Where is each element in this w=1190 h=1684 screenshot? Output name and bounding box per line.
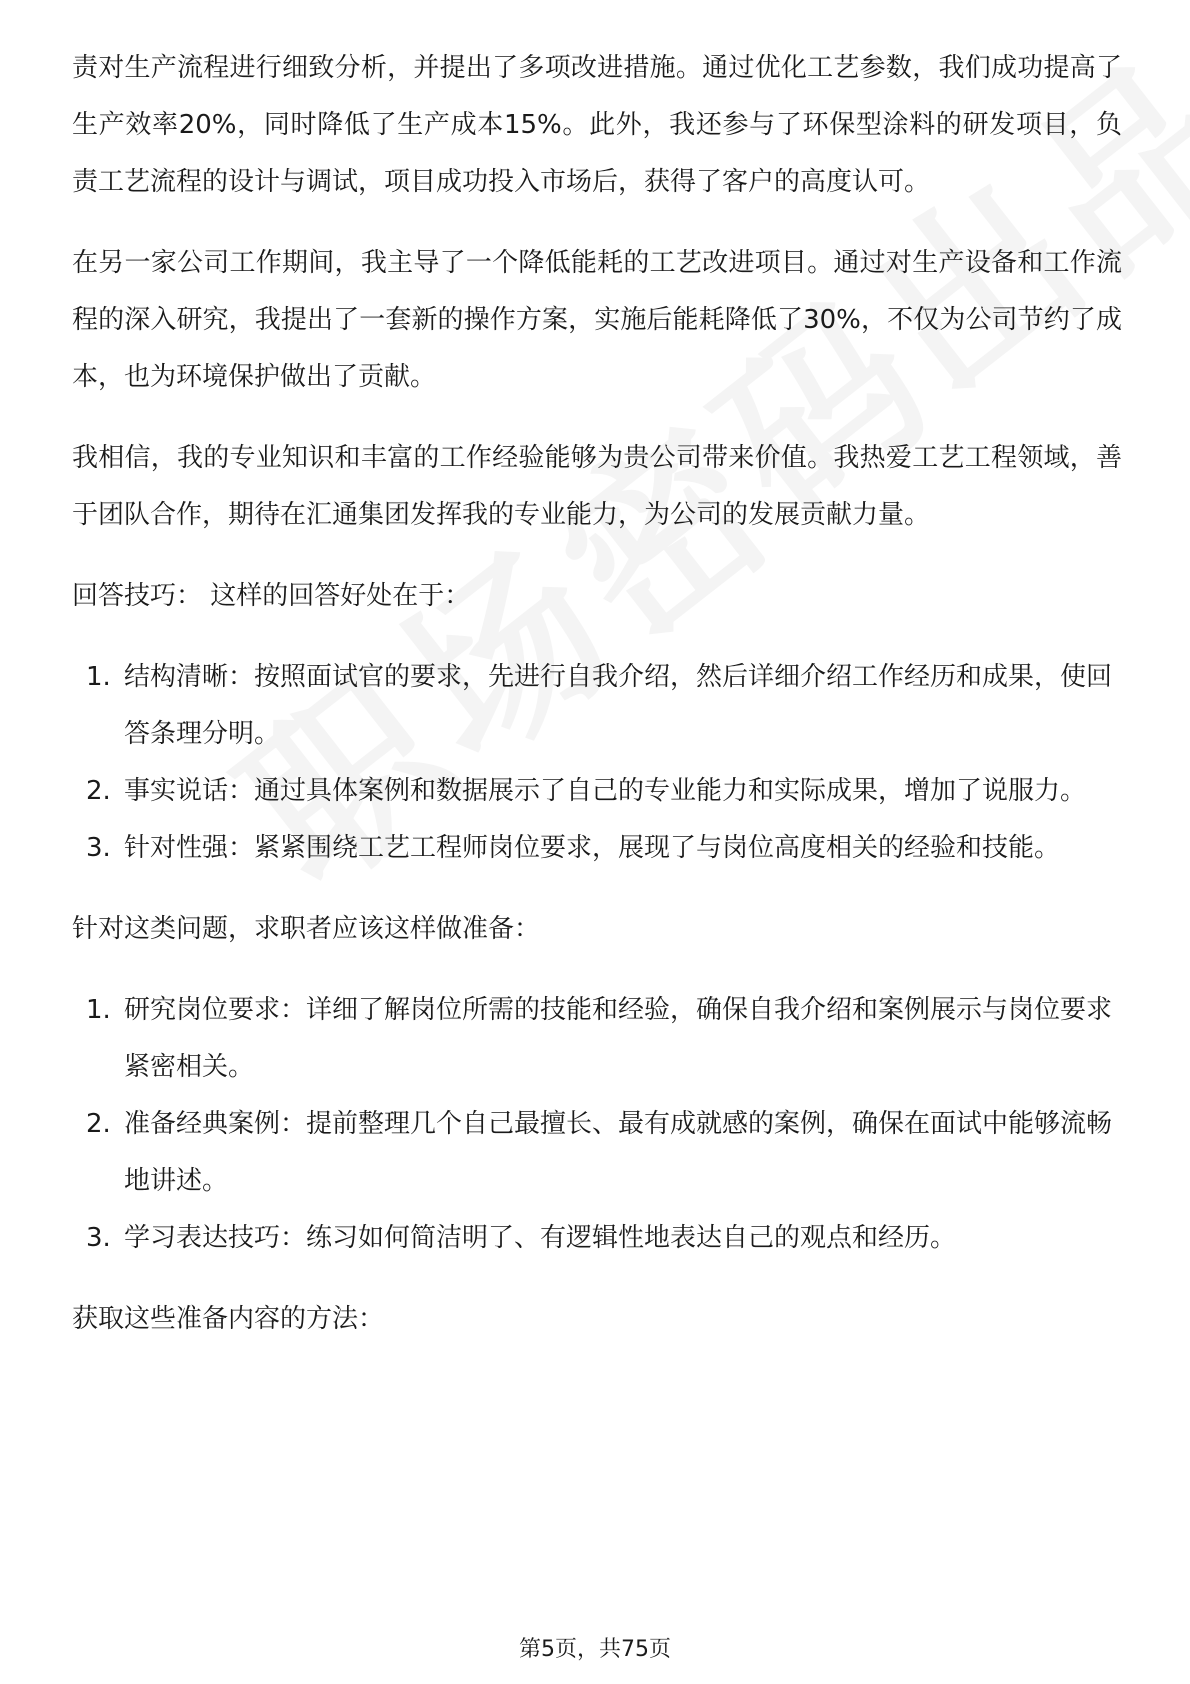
list-number: 3. [86, 833, 111, 863]
paragraph-value-statement: 我相信，我的专业知识和丰富的工作经验能够为贵公司带来价值。我热爱工艺工程领域，善于团队合作，期待在汇通集团发挥我的专业能力，为公司的发展贡献力量。 [72, 443, 1122, 530]
list-item-text: 结构清晰：按照面试官的要求，先进行自我介绍，然后详细介绍工作经历和成果，使回答条理分明。 [124, 662, 1113, 749]
preparation-list [72, 982, 1122, 1267]
paragraph-work-results: 责对生产流程进行细致分析，并提出了多项改进措施。通过优化工艺参数，我们成功提高了生产效率20%，同时降低了生产成本15%。此外，我还参与了环保型涂料的研发项目，负责工艺流程的设计与调试，项目成功投入市场后，获得了客户的高度认可。 [72, 53, 1122, 197]
list-item-text: 学习表达技巧：练习如何简洁明了、有逻辑性地表达自己的观点和经历。 [124, 1223, 957, 1253]
page-number-footer: 第5页，共75页 [519, 1637, 671, 1662]
list-item-text: 准备经典案例：提前整理几个自己最擅长、最有成就感的案例，确保在面试中能够流畅地讲述。 [124, 1109, 1113, 1196]
answer-tips-heading: 回答技巧： 这样的回答好处在于： [72, 581, 471, 611]
closing-heading: 获取这些准备内容的方法： [72, 1304, 385, 1334]
preparation-heading: 针对这类问题，求职者应该这样做准备： [72, 914, 541, 944]
list-item [72, 1096, 1122, 1210]
list-number: 1. [86, 995, 111, 1025]
list-item [72, 820, 1122, 877]
list-item [72, 1210, 1122, 1267]
list-item-text: 针对性强：紧紧围绕工艺工程师岗位要求，展现了与岗位高度相关的经验和技能。 [124, 833, 1061, 863]
list-item [72, 763, 1122, 820]
list-item [72, 649, 1122, 763]
list-number: 3. [86, 1223, 111, 1253]
list-item-text: 事实说话：通过具体案例和数据展示了自己的专业能力和实际成果，增加了说服力。 [124, 776, 1087, 806]
answer-tips-list [72, 649, 1122, 877]
list-number: 1. [86, 662, 111, 692]
list-item-text: 研究岗位要求：详细了解岗位所需的技能和经验，确保自我介绍和案例展示与岗位要求紧密相关。 [124, 995, 1113, 1082]
list-item [72, 982, 1122, 1096]
document-body [72, 40, 1122, 1372]
paragraph-energy-project: 在另一家公司工作期间，我主导了一个降低能耗的工艺改进项目。通过对生产设备和工作流程的深入研究，我提出了一套新的操作方案，实施后能耗降低了30%，不仅为公司节约了成本，也为环境保护做出了贡献。 [72, 248, 1122, 392]
list-number: 2. [86, 776, 111, 806]
list-number: 2. [86, 1109, 111, 1139]
